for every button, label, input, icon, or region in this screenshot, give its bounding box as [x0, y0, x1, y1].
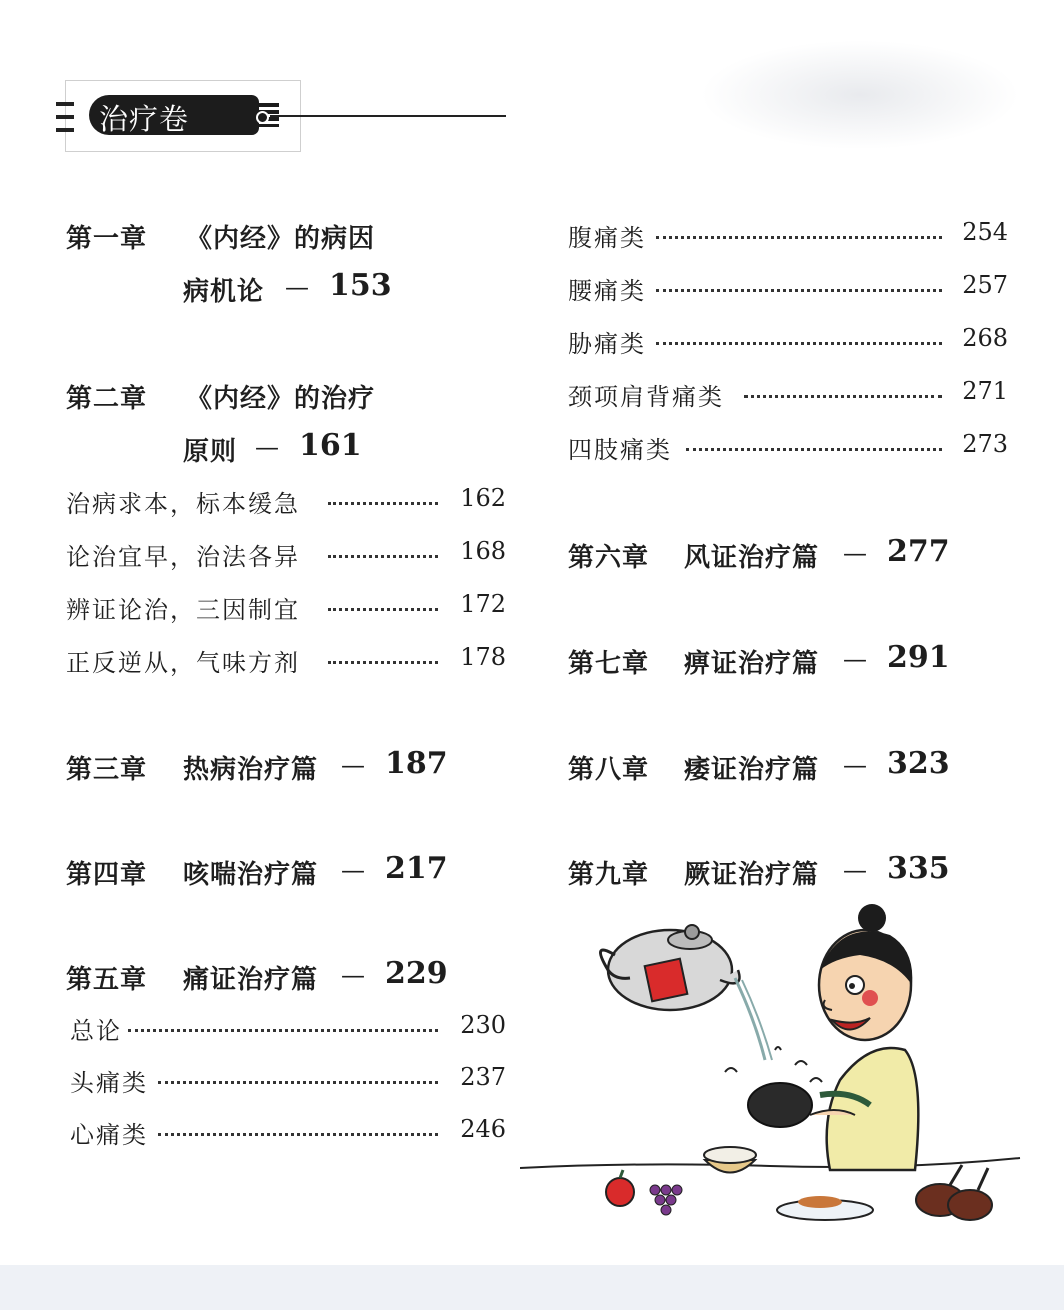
toc-entry[interactable] [568, 218, 1008, 258]
chapter-1-title-cont: 病机论 [183, 277, 265, 307]
toc-entry-text: 治病求本，标本缓急 [66, 490, 300, 518]
scholar-pouring-tea-illustration [520, 900, 1030, 1240]
dot-leader [656, 289, 942, 292]
toc-entry-page: 254 [962, 218, 1008, 246]
volume-title: 治疗卷 [99, 102, 190, 136]
chapter-6-label: 第六章 [568, 543, 650, 573]
dot-leader [744, 395, 942, 398]
teapot-icon [600, 925, 739, 1010]
toc-entry-page: 172 [460, 590, 506, 618]
toc-entry-page: 162 [460, 484, 506, 512]
chapter-8-page: 323 [887, 746, 950, 781]
chapter-3-dash: — [341, 751, 365, 779]
chapter-6-title: 风证治疗篇 [684, 543, 820, 573]
chapter-5-label: 第五章 [66, 965, 148, 995]
chapter-4-title: 咳喘治疗篇 [183, 860, 319, 890]
chapter-9-page: 335 [887, 851, 950, 886]
toc-entry-text: 胁痛类 [568, 330, 646, 358]
dot-leader [656, 236, 942, 239]
chapter-3-page: 187 [385, 746, 448, 781]
dot-leader [328, 608, 438, 611]
toc-entry-page: 273 [962, 430, 1008, 458]
toc-entry-page: 230 [460, 1011, 506, 1039]
toc-entry-text: 颈项肩背痛类 [568, 383, 724, 411]
toc-entry-text: 头痛类 [70, 1069, 148, 1097]
toc-entry-text: 正反逆从，气味方剂 [66, 649, 300, 677]
chapter-8-label: 第八章 [568, 755, 650, 785]
chapter-7-title: 痹证治疗篇 [684, 649, 820, 679]
toc-entry-text: 腹痛类 [568, 224, 646, 252]
toc-entry-text: 心痛类 [70, 1121, 148, 1149]
toc-entry-text: 腰痛类 [568, 277, 646, 305]
scholar-head [819, 904, 912, 1040]
splash-marks [725, 1047, 822, 1082]
scholar-robe [827, 1048, 919, 1170]
dot-leader [656, 342, 942, 345]
apple-icon [606, 1178, 634, 1206]
chapter-1-title: 《内经》的病因 [186, 224, 376, 254]
chapter-7-dash: — [843, 645, 867, 673]
bowl-icon [748, 1083, 812, 1127]
volume-header [65, 80, 505, 152]
toc-entry[interactable] [66, 590, 506, 630]
chapter-2-label: 第二章 [66, 384, 148, 414]
chapter-5-title: 痛证治疗篇 [183, 965, 319, 995]
dot-leader [128, 1029, 438, 1032]
chapter-9-title: 厥证治疗篇 [684, 860, 820, 890]
chapter-9-dash: — [843, 856, 867, 884]
drumsticks-icon [916, 1165, 992, 1220]
chapter-7-page: 291 [887, 640, 950, 675]
toc-entry-page: 168 [460, 537, 506, 565]
chapter-6-page: 277 [887, 534, 950, 569]
chapter-7-label: 第七章 [568, 649, 650, 679]
chapter-1-page: 153 [329, 268, 392, 303]
toc-entry[interactable] [66, 643, 506, 683]
chapter-4-page: 217 [385, 851, 448, 886]
header-rule [270, 115, 506, 117]
dot-leader [328, 502, 438, 505]
table-line [520, 1158, 1020, 1168]
toc-entry-text: 四肢痛类 [568, 436, 672, 464]
chapter-3-title: 热病治疗篇 [183, 755, 319, 785]
chapter-4-dash: — [341, 856, 365, 884]
toc-entry[interactable] [70, 1115, 506, 1155]
toc-entry[interactable] [70, 1011, 506, 1051]
toc-entry[interactable] [66, 484, 506, 524]
chapter-3-label: 第三章 [66, 755, 148, 785]
toc-entry-page: 257 [962, 271, 1008, 299]
chapter-5-dash: — [341, 961, 365, 989]
chapter-5-page: 229 [385, 956, 448, 991]
toc-entry-page: 178 [460, 643, 506, 671]
dot-leader [158, 1133, 438, 1136]
chapter-1-label: 第一章 [66, 224, 148, 254]
chapter-6-dash: — [843, 539, 867, 567]
chapter-4-label: 第四章 [66, 860, 148, 890]
chapter-8-title: 痿证治疗篇 [684, 755, 820, 785]
toc-entry-text: 论治宜早，治法各异 [66, 543, 300, 571]
toc-entry-page: 268 [962, 324, 1008, 352]
chapter-8-dash: — [843, 751, 867, 779]
chapter-2-page: 161 [299, 428, 362, 463]
dot-leader [328, 555, 438, 558]
tea-stream [735, 978, 765, 1060]
toc-entry[interactable] [568, 324, 1008, 364]
chapter-2-title: 《内经》的治疗 [186, 384, 376, 414]
toc-entry-page: 246 [460, 1115, 506, 1143]
toc-entry-text: 辨证论治，三因制宜 [66, 596, 300, 624]
chapter-2-dash: — [255, 433, 279, 461]
header-dot-icon [256, 111, 269, 124]
grapes-icon [650, 1185, 682, 1215]
toc-entry[interactable] [70, 1063, 506, 1103]
toc-entry-text: 总论 [70, 1017, 122, 1045]
chapter-1-dash: — [285, 273, 309, 301]
dot-leader [328, 661, 438, 664]
chapter-2-title-cont: 原则 [183, 437, 238, 467]
toc-entry-page: 271 [962, 377, 1008, 405]
toc-entry[interactable] [568, 271, 1008, 311]
toc-entry[interactable] [66, 537, 506, 577]
background-smudge [700, 40, 1020, 150]
toc-entry-page: 237 [460, 1063, 506, 1091]
dot-leader [686, 448, 942, 451]
chapter-9-label: 第九章 [568, 860, 650, 890]
dot-leader [158, 1081, 438, 1084]
toc-entry[interactable] [568, 430, 1008, 470]
toc-entry[interactable] [568, 377, 1008, 417]
menu-bars-icon [56, 102, 74, 141]
bottom-band [0, 1265, 1064, 1310]
